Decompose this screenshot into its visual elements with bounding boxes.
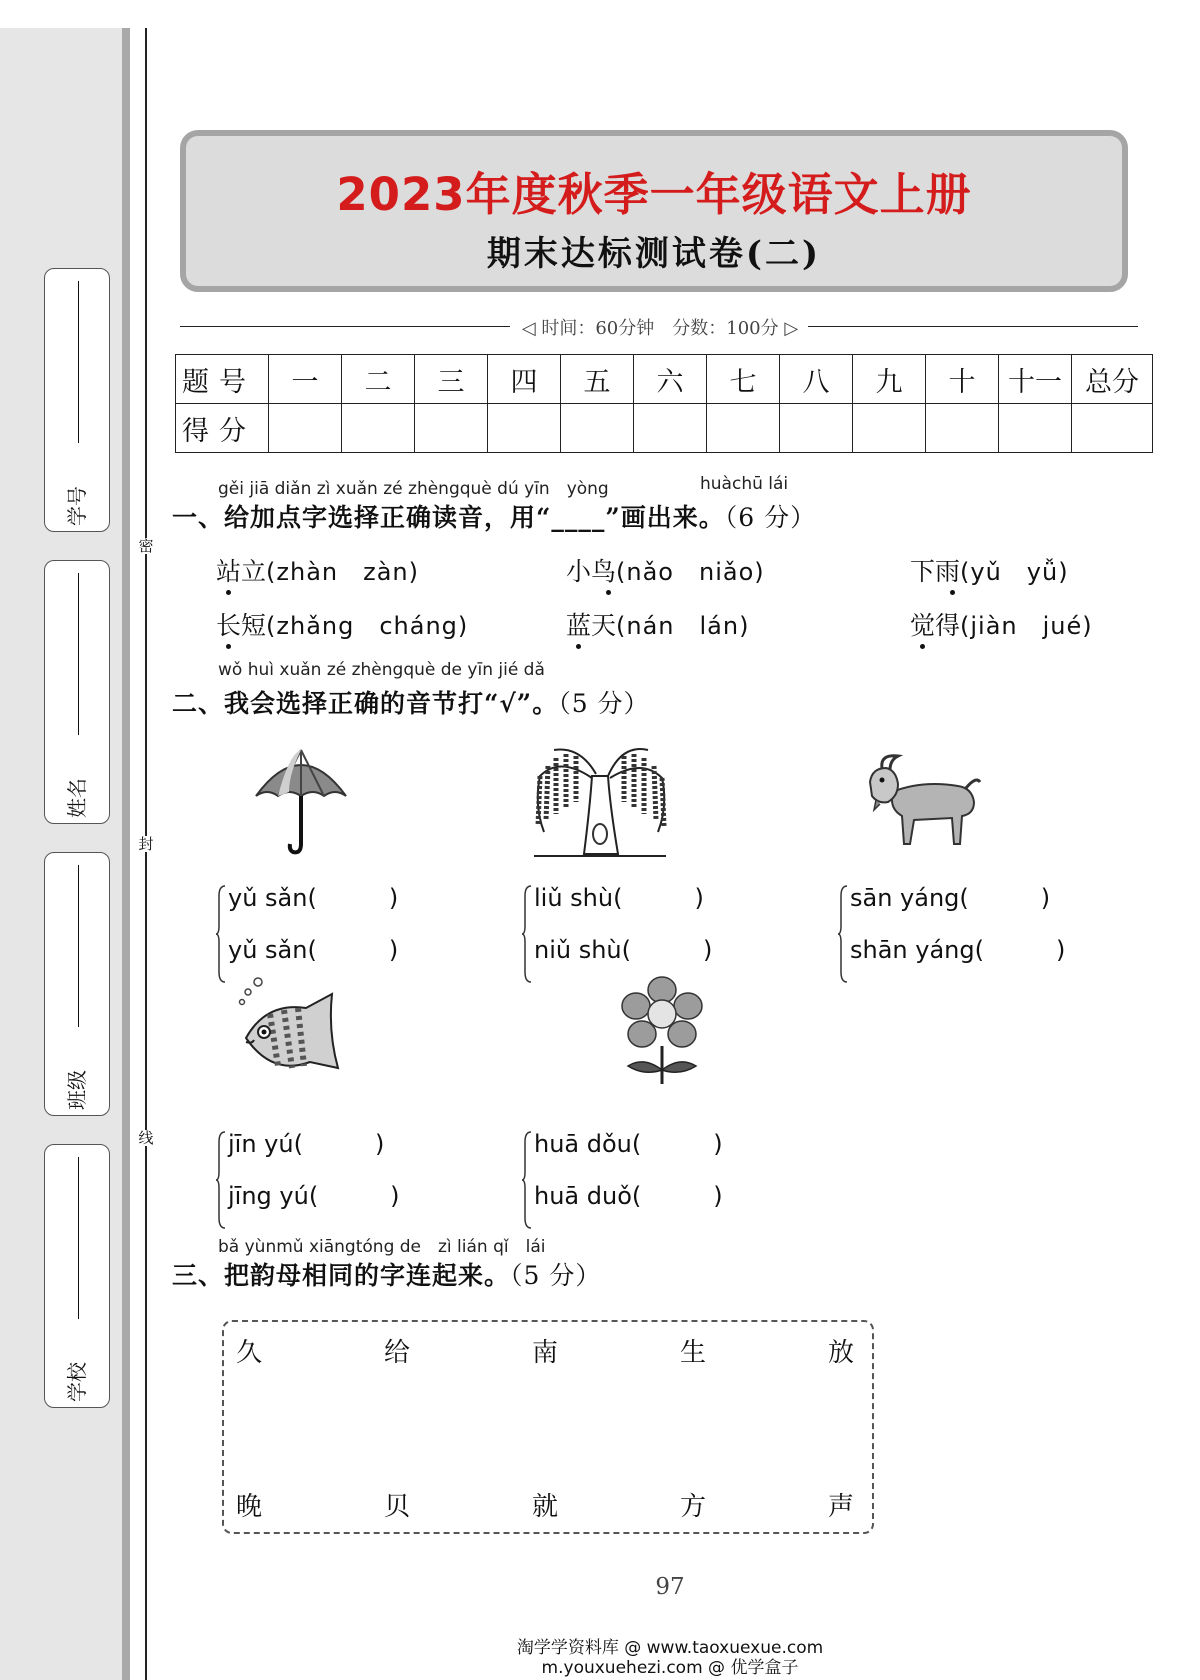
section3-heading: 三、把韵母相同的字连起来。（5 分）: [172, 1261, 602, 1290]
brace-icon: [216, 884, 226, 984]
section2-heading: 二、我会选择正确的音节打“√”。（5 分）: [172, 689, 650, 718]
student-name-label: 姓名: [65, 778, 89, 818]
page-number: 97: [655, 1574, 685, 1600]
section2-pinyin: wǒ huì xuǎn zé zhèngquè de yīn jié dǎ: [218, 660, 545, 680]
score-col-2: 二: [342, 355, 415, 404]
flower-icon: [620, 976, 704, 1088]
brace-icon: [522, 884, 532, 984]
match-char-bottom[interactable]: 方: [680, 1492, 707, 1522]
section1-heading: 一、给加点字选择正确读音，用“____”画出来。（6 分）: [172, 503, 817, 532]
match-char-top[interactable]: 给: [384, 1338, 411, 1368]
school-field[interactable]: [44, 1144, 110, 1408]
score-cell[interactable]: [634, 404, 707, 453]
seal-line: [145, 28, 147, 1680]
emphasis-dot: [920, 644, 925, 649]
section1-item[interactable]: 下雨(yǔ yǚ): [910, 557, 1069, 586]
match-char-bottom[interactable]: 就: [532, 1492, 559, 1522]
emphasis-dot: [950, 590, 955, 595]
watermark-line: 淘学学资料库 @ www.taoxuexue.com: [516, 1638, 824, 1658]
score-cell[interactable]: [1072, 404, 1153, 453]
pinyin-option[interactable]: jīn yú( ): [228, 1130, 385, 1158]
score-cell[interactable]: [926, 404, 999, 453]
student-number-field[interactable]: [44, 268, 110, 532]
willow-tree-icon: [530, 736, 670, 860]
page-subtitle: 期末达标测试卷(二): [486, 234, 822, 274]
match-char-bottom[interactable]: 声: [828, 1492, 855, 1522]
section1-item[interactable]: 小鸟(nǎo niǎo): [566, 557, 765, 586]
class-field[interactable]: [44, 852, 110, 1116]
pinyin-option[interactable]: huā dǒu( ): [534, 1130, 723, 1158]
score-col-1: 一: [269, 355, 342, 404]
section1-pinyin: gěi jiā diǎn zì xuǎn zé zhèngquè dú yīn yòng: [218, 479, 609, 499]
seal-mark-xian: 线: [138, 1129, 154, 1147]
score-cell[interactable]: [415, 404, 488, 453]
student-name-field[interactable]: [44, 560, 110, 824]
emphasis-dot: [576, 644, 581, 649]
score-col-5: 五: [561, 355, 634, 404]
score-col-9: 九: [853, 355, 926, 404]
exam-info: ◁ 时间：60分钟 分数：100分 ▷: [521, 318, 799, 339]
score-col-3: 三: [415, 355, 488, 404]
section3-pinyin: bǎ yùnmǔ xiāngtóng de zì lián qǐ lái: [218, 1237, 546, 1257]
score-cell[interactable]: [488, 404, 561, 453]
match-char-top[interactable]: 久: [236, 1338, 263, 1368]
score-cell[interactable]: [999, 404, 1072, 453]
pinyin-option[interactable]: shān yáng( ): [850, 936, 1066, 964]
match-char-top[interactable]: 生: [680, 1338, 707, 1368]
emphasis-dot: [226, 644, 231, 649]
match-char-bottom[interactable]: 贝: [384, 1492, 411, 1522]
score-col-4: 四: [488, 355, 561, 404]
score-table: [175, 354, 1153, 453]
section1-item[interactable]: 长短(zhǎng cháng): [216, 611, 469, 640]
fish-icon: [232, 972, 360, 1090]
score-col-total: 总分: [1072, 355, 1153, 404]
match-char-bottom[interactable]: 晚: [236, 1492, 263, 1522]
score-col-7: 七: [707, 355, 780, 404]
score-row-label: 题号: [176, 355, 269, 404]
pinyin-option[interactable]: jīng yú( ): [228, 1182, 400, 1210]
emphasis-dot: [226, 590, 231, 595]
brace-icon: [522, 1130, 532, 1230]
score-col-6: 六: [634, 355, 707, 404]
pinyin-option[interactable]: liǔ shù( ): [534, 884, 704, 912]
section1-item[interactable]: 蓝天(nán lán): [566, 611, 750, 640]
class-label: 班级: [65, 1070, 89, 1110]
brace-icon: [216, 1130, 226, 1230]
emphasis-dot: [606, 590, 611, 595]
score-value-row: [176, 404, 1153, 453]
match-char-top[interactable]: 放: [828, 1338, 855, 1368]
binding-bar: [122, 28, 130, 1680]
score-col-8: 八: [780, 355, 853, 404]
student-number-label: 学号: [65, 486, 89, 526]
seal-mark-mi: 密: [138, 537, 154, 555]
score-cell[interactable]: [780, 404, 853, 453]
score-col-10: 十: [926, 355, 999, 404]
brace-icon: [838, 884, 848, 984]
goat-icon: [862, 752, 984, 852]
section1-item[interactable]: 觉得(jiàn jué): [910, 611, 1093, 640]
pinyin-option[interactable]: huā duǒ( ): [534, 1182, 723, 1210]
watermark: [330, 1638, 1010, 1678]
score-value-label: 得分: [176, 404, 269, 453]
watermark-line: m.youxuehezi.com @ 优学盒子: [541, 1658, 799, 1678]
umbrella-icon: [252, 744, 350, 858]
school-label: 学校: [65, 1362, 89, 1402]
match-char-top[interactable]: 南: [532, 1338, 559, 1368]
seal-mark-feng: 封: [138, 835, 154, 853]
section1-item[interactable]: 站立(zhàn zàn): [216, 557, 419, 586]
score-header-row: [176, 355, 1153, 404]
info-rule-right: [808, 326, 1138, 327]
pinyin-option[interactable]: niǔ shù( ): [534, 936, 713, 964]
pinyin-option[interactable]: yǔ sǎn( ): [228, 884, 399, 912]
score-cell[interactable]: [561, 404, 634, 453]
info-rule-left: [180, 326, 510, 327]
pinyin-option[interactable]: yǔ sǎn( ): [228, 936, 399, 964]
score-cell[interactable]: [853, 404, 926, 453]
score-cell[interactable]: [269, 404, 342, 453]
score-col-11: 十一: [999, 355, 1072, 404]
section1-pinyin-b: huàchū lái: [700, 474, 789, 494]
pinyin-option[interactable]: sān yáng( ): [850, 884, 1051, 912]
page-title: 2023年度秋季一年级语文上册: [336, 168, 972, 221]
score-cell[interactable]: [707, 404, 780, 453]
score-cell[interactable]: [342, 404, 415, 453]
